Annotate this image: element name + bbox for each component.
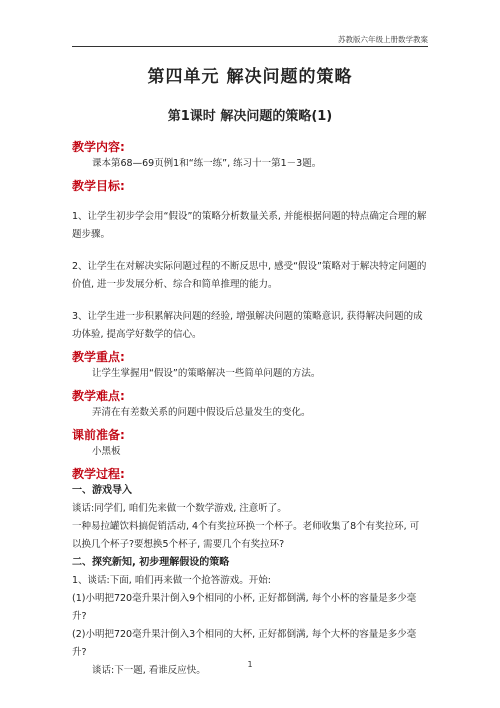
content-text: 课本第68—69页例1和“练一练”, 练习十一第1－3题。 (92, 158, 322, 169)
step-1-line-1: 谈话:同学们, 咱们先来做一个数学游戏, 注意听了。 (72, 503, 287, 514)
goal-3: 3、让学生进一步积累解决问题的经验, 增强解决问题的策略意识, 获得解决问题的成功体验, 提高学好数学的信心。 (72, 311, 423, 340)
key-heading: 教学重点: (72, 350, 125, 364)
goal-2: 2、让学生在对解决实际问题过程的不断反思中, 感受“假设”策略对于解决特定问题的价值, 进一步发展分析、综合和简单推理的能力。 (72, 261, 427, 290)
prep-text: 小黑板 (92, 446, 121, 457)
step-2-question-1: (1)小明把720毫升果汁倒入9个相同的小杯, 正好都倒满, 每个小杯的容量是多少毫升? (72, 593, 417, 622)
header-text: 苏教版六年级上册数学教案 (338, 35, 428, 44)
step-2-question-2: (2)小明把720毫升果汁倒入3个相同的大杯, 正好都倒满, 每个大杯的容量是多少毫升? (72, 629, 417, 658)
content-heading: 教学内容: (72, 140, 125, 154)
goals-heading: 教学目标: (72, 179, 125, 193)
key-text: 让学生掌握用“假设”的策略解决一些简单问题的方法。 (92, 368, 321, 379)
lesson-title: 第1课时 解决问题的策略(1) (167, 109, 333, 124)
step-1-line-2: 一种易拉罐饮料搞促销活动, 4个有奖拉环换一个杯子。老师收集了8个有奖拉环, 可以换几个杯子?要想换5个杯子, 需要几个有奖拉环? (72, 521, 420, 550)
difficulty-text: 弄清在有差数关系的问题中假设后总量发生的变化。 (92, 407, 311, 418)
page-number: 1 (247, 660, 253, 669)
document-body (72, 60, 428, 680)
step-2-title: 二、探究新知, 初步理解假设的策略 (72, 557, 230, 568)
page-header (72, 34, 428, 47)
step-2-line-2: 谈话:下一题, 看谁反应快。 (92, 665, 206, 676)
unit-title: 第四单元 解决问题的策略 (147, 67, 353, 87)
difficulty-heading: 教学难点: (72, 389, 125, 403)
goal-1: 1、让学生初步学会用“假设”的策略分析数量关系, 并能根据问题的特点确定合理的解题步骤。 (72, 211, 427, 240)
step-1-title: 一、游戏导入 (72, 485, 132, 496)
process-heading: 教学过程: (72, 467, 125, 481)
step-2-line-1: 1、谈话:下面, 咱们再来做一个抢答游戏。开始: (72, 575, 271, 586)
prep-heading: 课前准备: (72, 428, 125, 442)
